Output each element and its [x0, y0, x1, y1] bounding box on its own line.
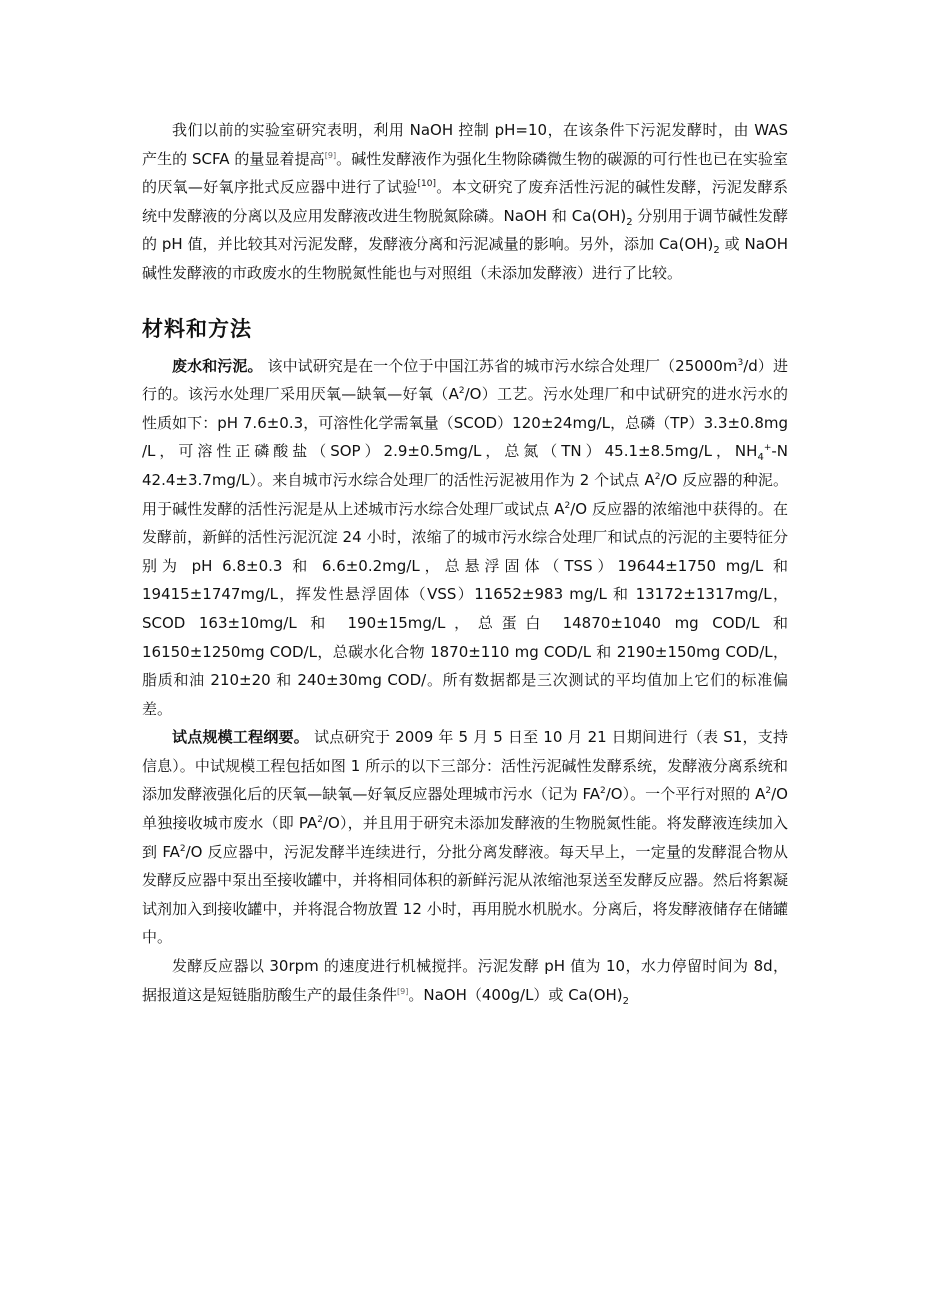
text-run: 发酵反应器以 30rpm 的速度进行机械搅拌。污泥发酵 pH 值为 10，水力停留时间为 8d，据报道这是短链脂肪酸生产的最佳条件: [142, 957, 788, 1004]
subscript: 2: [713, 245, 720, 257]
superscript: 3: [737, 357, 744, 368]
text-run: 分别用于调节碱性发酵的 pH 值，并比较其对污泥发酵，发酵液分离和污泥减量的影响。另外，添加 Ca(OH): [142, 206, 788, 254]
text-run: 试点研究于 2009 年 5 月 5 日至 10 月 21 日期间进行（表 S1，支持信息）。中试规模工程包括如图 1 所示的以下三部分：活性污泥碱性发酵系统，发酵液分离系统和添加发酵液强化后的厌氧—缺氧—好氧反应器处理城市污水（记为 FA: [142, 728, 788, 804]
text-run: /O）。一个平行对照的 A: [605, 785, 766, 804]
text-run: 我们以前的实验室研究表明，利用 NaOH 控制 pH=10，在该条件下污泥发酵时，由 WAS 产生的 SCFA 的量显着提高: [142, 121, 788, 168]
superscript: 2: [564, 500, 571, 511]
reactor-paragraph: [142, 952, 788, 1009]
superscript: 2: [765, 786, 772, 797]
text-run: 。NaOH（400g/L）或 Ca(OH): [408, 985, 623, 1004]
document-body: [142, 116, 788, 1009]
citation-ref: [9]: [397, 986, 409, 996]
subscript: 4: [757, 452, 764, 464]
subscript: 2: [622, 995, 630, 1007]
superscript: 2: [317, 815, 323, 826]
superscript: 2: [600, 786, 606, 797]
pilot-outline-paragraph: [142, 723, 788, 952]
citation-ref: [9]: [324, 150, 337, 160]
subscript: 2: [626, 216, 633, 228]
text-run: 或 NaOH 碱性发酵液的市政废水的生物脱氮性能也与对照组（未添加发酵液）进行了比较。: [142, 235, 788, 282]
text-run: 。本文研究了废弃活性污泥的碱性发酵，污泥发酵系统中发酵液的分离以及应用发酵液改进生物脱氮除磷。NaOH 和 Ca(OH): [142, 178, 788, 225]
intro-paragraph: [142, 116, 788, 288]
superscript: 2: [654, 471, 661, 482]
text-run: /O 反应器的浓缩池中获得的。在发酵前，新鲜的活性污泥沉淀 24 小时，浓缩了的城市污水综合处理厂和试点的污泥的主要特征分别为 pH 6.8±0.3 和 6.6±0.2mg/L，总悬浮固体（TSS）19644±1750 mg/L 和 19415±1747mg/L，挥发性悬浮固体（VSS）11652±983 mg/L 和 13172±1317mg/L，SCOD 163±10mg/L 和 190±15mg/L，总蛋白 14870±1040 mg COD/L 和 16150±1250mg COD/L，总碳水化合物 1870±110 mg COD/L 和 2190±150mg COD/L，脂质和油 210±20 和 240±30mg COD/。所有数据都是三次测试的平均值加上它们的标准偏差。: [142, 499, 788, 718]
text-run: /O）工艺。污水处理厂和中试研究的进水污水的性质如下：pH 7.6±0.3，可溶性化学需氧量（SCOD）120±24mg/L，总磷（TP）3.3±0.8mg /L，可溶性正磷酸盐（SOP）2.9±0.5mg/L，总氮（TN）45.1±8.5mg/L，NH: [142, 385, 788, 461]
superscript: +: [763, 443, 772, 454]
text-run: /d）进行的。该污水处理厂采用厌氧—缺氧—好氧（A: [142, 356, 788, 404]
text-run: /O），并且用于研究未添加发酵液的生物脱氮性能。将发酵液连续加入到 FA: [142, 814, 788, 861]
section-heading: 材料和方法: [142, 316, 252, 341]
text-run: 该中试研究是在一个位于中国江苏省的城市污水综合处理厂（25000m: [262, 356, 738, 375]
run-in-heading: 试点规模工程纲要。: [172, 728, 310, 747]
text-run: 。碱性发酵液作为强化生物除磷微生物的碳源的可行性也已在实验室的厌氧—好氧序批式反应器中进行了试验: [142, 149, 788, 197]
text-run: /O 单独接收城市废水（即 PA: [142, 785, 788, 833]
run-in-heading: 废水和污泥。: [172, 356, 263, 375]
superscript: 2: [458, 386, 465, 397]
text-run: -N 42.4±3.7mg/L）。来自城市污水综合处理厂的活性污泥被用作为 2 个试点 A: [142, 442, 788, 489]
text-run: /O 反应器中，污泥发酵半连续进行，分批分离发酵液。每天早上，一定量的发酵混合物从发酵反应器中泵出至接收罐中，并将相同体积的新鲜污泥从浓缩池泵送至发酵反应器。然后将絮凝试剂加入到接收罐中，并将混合物放置 12 小时，再用脱水机脱水。分离后，将发酵液储存在储罐中。: [142, 842, 789, 947]
citation-ref: [10]: [417, 179, 436, 190]
wastewater-sludge-paragraph: [142, 352, 788, 724]
superscript: 2: [179, 843, 186, 854]
text-run: /O 反应器的种泥。用于碱性发酵的活性污泥是从上述城市污水综合处理厂或试点 A: [142, 470, 788, 518]
